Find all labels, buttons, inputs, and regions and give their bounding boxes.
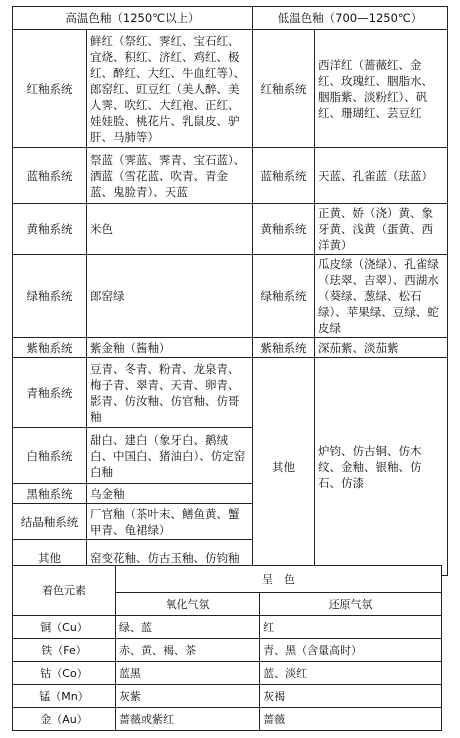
col-color-header: 呈 色 [116, 566, 442, 593]
oxidizing-cell: 蔷薇或紫红 [116, 708, 260, 731]
high-black-glazes: 乌金釉 [87, 484, 253, 504]
low-blue-system: 蓝釉系统 [253, 148, 315, 204]
high-celadon-system: 青釉系统 [13, 358, 87, 428]
high-celadon-glazes: 豆青、冬青、粉青、龙泉青、梅子青、翠青、天青、卵青、影青、仿汝釉、仿官釉、仿哥釉 [87, 358, 253, 428]
high-white-system: 白釉系统 [13, 428, 87, 484]
table-row [13, 639, 442, 662]
col-element-header: 着色元素 [13, 566, 116, 616]
high-crystal-system: 结晶釉系统 [13, 504, 87, 540]
table-row [13, 662, 442, 685]
oxidizing-cell: 赤、黄、褐、茶 [116, 639, 260, 662]
element-cell: 金（Au） [13, 708, 116, 731]
high-red-system: 红釉系统 [13, 30, 87, 148]
low-other-glazes: 炉钧、仿古铜、仿木纹、金釉、银釉、仿石、仿漆 [315, 358, 448, 576]
high-crystal-glazes: 厂官釉（茶叶末、鳝鱼黄、蟹甲青、龟裙绿） [87, 504, 253, 540]
table-row [13, 708, 442, 731]
reducing-cell: 红 [260, 616, 442, 639]
low-yellow-system: 黄釉系统 [253, 204, 315, 255]
coloring-element-table [12, 565, 442, 731]
reducing-cell: 青、黑（含量高时） [260, 639, 442, 662]
high-blue-glazes: 祭蓝（霁蓝、霁青、宝石蓝）、洒蓝（雪花蓝、吹青、青金蓝、鬼脸青）、天蓝 [87, 148, 253, 204]
high-yellow-system: 黄釉系统 [13, 204, 87, 255]
low-yellow-glazes: 正黄、娇（浇）黄、象牙黄、浅黄（蛋黄、西洋黄） [315, 204, 448, 255]
low-purple-glazes: 深茄紫、淡茄紫 [315, 338, 448, 358]
low-purple-system: 紫釉系统 [253, 338, 315, 358]
header-high-temp: 高温色釉（1250℃以上） [13, 7, 253, 30]
high-blue-system: 蓝釉系统 [13, 148, 87, 204]
high-purple-system: 紫釉系统 [13, 338, 87, 358]
high-white-glazes: 甜白、建白（象牙白、鹅绒白、中国白、猪油白）、仿定窑白釉 [87, 428, 253, 484]
element-cell: 铜（Cu） [13, 616, 116, 639]
high-yellow-glazes: 米色 [87, 204, 253, 255]
glaze-system-table [12, 6, 448, 576]
reducing-cell: 蓝、淡红 [260, 662, 442, 685]
table-row [13, 616, 442, 639]
element-cell: 锰（Mn） [13, 685, 116, 708]
low-other-system: 其他 [253, 358, 315, 576]
col-oxidizing-header: 氧化气氛 [116, 593, 260, 616]
low-blue-glazes: 天蓝、孔雀蓝（珐蓝） [315, 148, 448, 204]
high-purple-glazes: 紫金釉（酱釉） [87, 338, 253, 358]
high-green-system: 绿釉系统 [13, 255, 87, 338]
element-cell: 铁（Fe） [13, 639, 116, 662]
low-green-system: 绿釉系统 [253, 255, 315, 338]
low-red-system: 红釉系统 [253, 30, 315, 148]
high-green-glazes: 郎窑绿 [87, 255, 253, 338]
table-row [13, 685, 442, 708]
oxidizing-cell: 灰紫 [116, 685, 260, 708]
reducing-cell: 灰褐 [260, 685, 442, 708]
low-green-glazes: 瓜皮绿（浇绿）、孔雀绿（珐翠、吉翠）、西湖水（葵绿、葱绿、松石绿）、苹果绿、豆绿、蛇皮绿 [315, 255, 448, 338]
high-other-glazes: 窑变花釉、仿古玉釉、仿钧釉 [87, 540, 253, 576]
reducing-cell: 蔷薇 [260, 708, 442, 731]
low-red-glazes: 西洋红（蔷薇红、金红、玫瑰红、胭脂水、胭脂紫、淡粉红）、矾红、珊瑚红、芸豆红 [315, 30, 448, 148]
high-black-system: 黑釉系统 [13, 484, 87, 504]
oxidizing-cell: 绿、蓝 [116, 616, 260, 639]
col-reducing-header: 还原气氛 [260, 593, 442, 616]
element-cell: 钴（Co） [13, 662, 116, 685]
high-other-system: 其他 [13, 540, 87, 576]
oxidizing-cell: 蓝黑 [116, 662, 260, 685]
header-low-temp: 低温色釉（700—1250℃） [253, 7, 448, 30]
high-red-glazes: 鲜红（祭红、霁红、宝石红、宜烧、积红、济红、鸡红、极红、醉红、大红、牛血红等）、郎窑红、豇豆红（美人醉、美人霁、吹红、大红袍、正红、娃娃脸、桃花片、乳鼠皮、驴肝、马肺等） [87, 30, 253, 148]
